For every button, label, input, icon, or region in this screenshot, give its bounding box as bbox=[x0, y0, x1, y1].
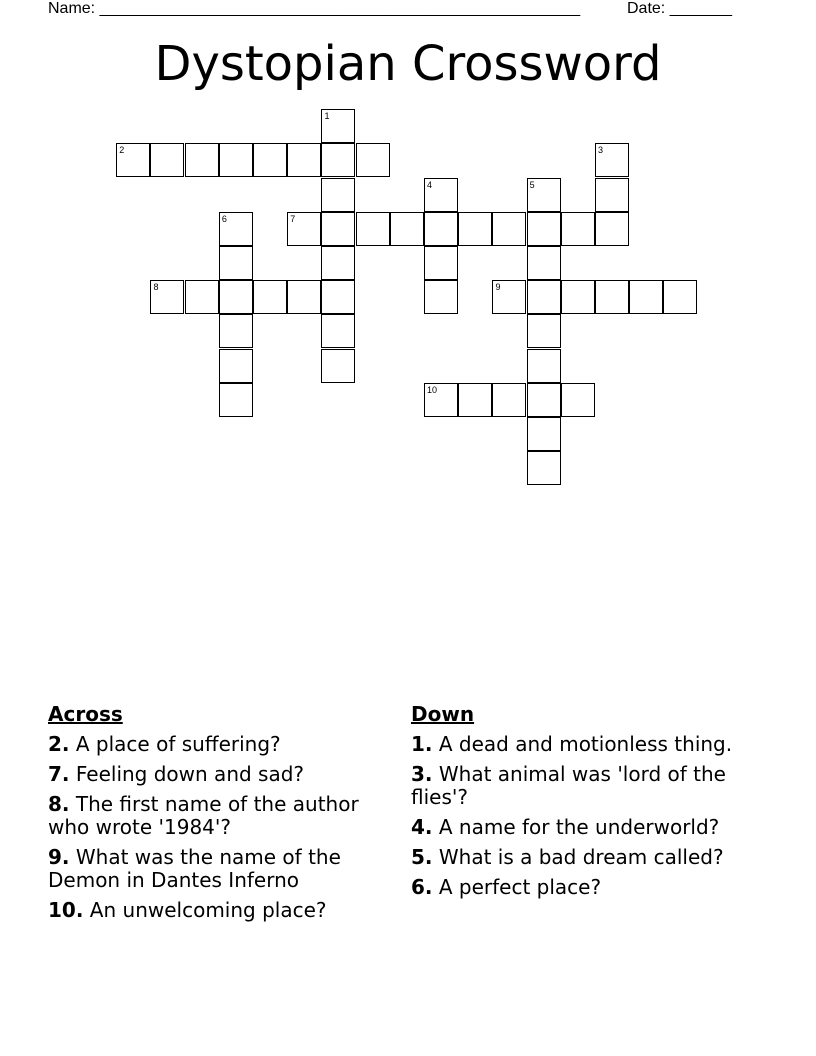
clue-number-label: 10 bbox=[427, 384, 438, 395]
crossword-cell[interactable] bbox=[527, 314, 561, 348]
crossword-cell[interactable] bbox=[663, 280, 697, 314]
crossword-cell[interactable] bbox=[287, 212, 321, 246]
crossword-cell[interactable] bbox=[595, 178, 629, 212]
crossword-cell[interactable] bbox=[424, 280, 458, 314]
clue-number-label: 7 bbox=[290, 213, 296, 224]
crossword-cell[interactable] bbox=[561, 212, 595, 246]
clue-number-label: 9 bbox=[495, 282, 501, 293]
crossword-cell[interactable] bbox=[390, 212, 424, 246]
crossword-cell[interactable] bbox=[219, 212, 253, 246]
down-heading: Down bbox=[411, 702, 475, 726]
crossword-cell[interactable] bbox=[356, 143, 390, 177]
crossword-cell[interactable] bbox=[424, 212, 458, 246]
clue-number: 9. bbox=[48, 845, 70, 869]
crossword-cell[interactable] bbox=[219, 383, 253, 417]
crossword-cell[interactable] bbox=[356, 212, 390, 246]
clue-text: Feeling down and sad? bbox=[75, 762, 305, 786]
crossword-cell[interactable] bbox=[561, 280, 595, 314]
clue-number-label: 3 bbox=[598, 145, 604, 156]
down-clue bbox=[411, 816, 741, 839]
crossword-cell[interactable] bbox=[527, 246, 561, 280]
crossword-cell[interactable] bbox=[321, 143, 355, 177]
crossword-cell[interactable] bbox=[527, 349, 561, 383]
clue-text: A place of suffering? bbox=[75, 732, 281, 756]
clue-text: What animal was 'lord of the flies'? bbox=[411, 762, 726, 809]
across-clues bbox=[48, 703, 378, 929]
clue-number: 3. bbox=[411, 762, 433, 786]
crossword-cell[interactable] bbox=[321, 246, 355, 280]
crossword-cell[interactable] bbox=[287, 280, 321, 314]
clue-number-label: 4 bbox=[427, 179, 433, 190]
clue-text: What was the name of the Demon in Dantes Inferno bbox=[48, 845, 341, 892]
crossword-cell[interactable] bbox=[287, 143, 321, 177]
clue-text: A dead and motionless thing. bbox=[438, 732, 733, 756]
crossword-cell[interactable] bbox=[458, 383, 492, 417]
clue-number: 8. bbox=[48, 792, 70, 816]
clue-number-label: 6 bbox=[221, 213, 227, 224]
clue-number: 4. bbox=[411, 815, 433, 839]
clue-text: A name for the underworld? bbox=[438, 815, 720, 839]
clue-number-label: 8 bbox=[153, 282, 159, 293]
across-clue bbox=[48, 899, 378, 922]
crossword-cell[interactable] bbox=[219, 314, 253, 348]
crossword-cell[interactable] bbox=[219, 143, 253, 177]
crossword-cell[interactable] bbox=[253, 280, 287, 314]
crossword-cell[interactable] bbox=[527, 451, 561, 485]
clue-number-label: 1 bbox=[324, 111, 330, 122]
crossword-cell[interactable] bbox=[424, 383, 458, 417]
crossword-cell[interactable] bbox=[492, 280, 526, 314]
across-clue bbox=[48, 763, 378, 786]
clue-text: A perfect place? bbox=[438, 875, 602, 899]
crossword-cell[interactable] bbox=[595, 212, 629, 246]
crossword-cell[interactable] bbox=[116, 143, 150, 177]
clue-number: 1. bbox=[411, 732, 433, 756]
across-clue bbox=[48, 733, 378, 756]
crossword-cell[interactable] bbox=[321, 212, 355, 246]
down-clue bbox=[411, 846, 741, 869]
crossword-cell[interactable] bbox=[527, 280, 561, 314]
crossword-cell[interactable] bbox=[150, 280, 184, 314]
crossword-cell[interactable] bbox=[424, 246, 458, 280]
clue-number: 6. bbox=[411, 875, 433, 899]
crossword-grid bbox=[0, 0, 816, 500]
page-title: Dystopian Crossword bbox=[154, 36, 662, 92]
crossword-cell[interactable] bbox=[321, 349, 355, 383]
down-clue bbox=[411, 763, 741, 809]
crossword-cell[interactable] bbox=[185, 143, 219, 177]
down-clues bbox=[411, 703, 741, 906]
crossword-cell[interactable] bbox=[321, 280, 355, 314]
crossword-cell[interactable] bbox=[321, 178, 355, 212]
crossword-cell[interactable] bbox=[219, 246, 253, 280]
crossword-cell[interactable] bbox=[219, 280, 253, 314]
crossword-cell[interactable] bbox=[527, 178, 561, 212]
down-clue bbox=[411, 733, 741, 756]
crossword-cell[interactable] bbox=[595, 143, 629, 177]
crossword-cell[interactable] bbox=[150, 143, 184, 177]
clue-number-label: 5 bbox=[529, 179, 535, 190]
clue-text: What is a bad dream called? bbox=[438, 845, 724, 869]
across-clue bbox=[48, 793, 378, 839]
crossword-cell[interactable] bbox=[253, 143, 287, 177]
clue-number: 2. bbox=[48, 732, 70, 756]
crossword-cell[interactable] bbox=[321, 314, 355, 348]
clue-number: 5. bbox=[411, 845, 433, 869]
crossword-cell[interactable] bbox=[492, 383, 526, 417]
date-field-label: Date: _______ bbox=[627, 0, 732, 17]
clue-text: An unwelcoming place? bbox=[89, 898, 327, 922]
crossword-cell[interactable] bbox=[561, 383, 595, 417]
name-field-label: Name: ______________________________________________________ bbox=[48, 0, 581, 17]
crossword-cell[interactable] bbox=[458, 212, 492, 246]
crossword-cell[interactable] bbox=[219, 349, 253, 383]
crossword-cell[interactable] bbox=[424, 178, 458, 212]
across-clue bbox=[48, 846, 378, 892]
crossword-cell[interactable] bbox=[595, 280, 629, 314]
clue-number-label: 2 bbox=[119, 145, 125, 156]
crossword-cell[interactable] bbox=[527, 417, 561, 451]
crossword-cell[interactable] bbox=[527, 383, 561, 417]
across-heading: Across bbox=[48, 702, 123, 726]
clue-number: 7. bbox=[48, 762, 70, 786]
crossword-cell[interactable] bbox=[629, 280, 663, 314]
crossword-cell[interactable] bbox=[492, 212, 526, 246]
clue-number: 10. bbox=[48, 898, 84, 922]
clue-text: The first name of the author who wrote '1984'? bbox=[48, 792, 359, 839]
crossword-cell[interactable] bbox=[527, 212, 561, 246]
down-clue bbox=[411, 876, 741, 899]
crossword-cell[interactable] bbox=[185, 280, 219, 314]
crossword-cell[interactable] bbox=[321, 109, 355, 143]
